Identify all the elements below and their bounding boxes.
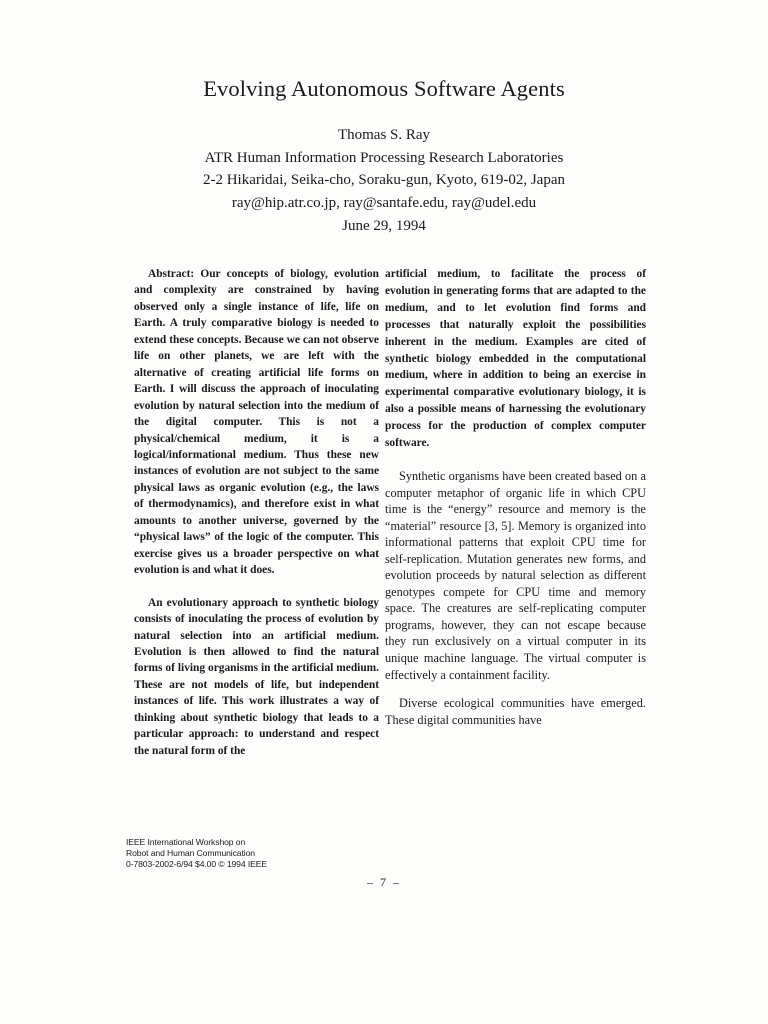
right-column xyxy=(385,266,646,740)
author-name: Thomas S. Ray xyxy=(337,127,431,143)
paper-date: June 29, 1994 xyxy=(342,218,426,234)
footnote-line: 0-7803-2002-6/94 $4.00 © 1994 IEEE xyxy=(126,859,268,869)
author-emails: ray@hip.atr.co.jp, ray@santafe.edu, ray@udel.edu xyxy=(231,194,537,211)
page-number: – 7 – xyxy=(367,875,401,889)
body-paragraph: Diverse ecological communities have emerged. These digital communities have xyxy=(385,696,646,727)
body-paragraph: An evolutionary approach to synthetic biology consists of inoculating the process of evolution by natural selection into an artificial medium. Evolution is then allowed to find the natural forms of living organisms in the artificial medium. These are not models of life, but independent instances of life. This work illustrates a way of thinking about synthetic biology that leads to a particular approach: to understand and respect the natural form of the xyxy=(134,596,379,757)
left-column xyxy=(134,266,379,775)
body-paragraph-continuation: artificial medium, to facilitate the process of evolution in generating forms that are adapted to the medium, and to let evolution find forms and processes that naturally exploit the possibilities inherent in the medium. Examples are cited of synthetic biology embedded in the computational medium, where in addition to being an exercise in experimental comparative evolutionary biology, it is also a possible means of harnessing the evolutionary process for the production of complex computer software. xyxy=(385,268,646,450)
copyright-footnote xyxy=(126,837,267,870)
author-address: 2-2 Hikaridai, Seika-cho, Soraku-gun, Kyoto, 619-02, Japan xyxy=(202,172,565,189)
author-block xyxy=(0,124,768,214)
body-paragraph: Synthetic organisms have been created based on a computer metaphor of organic life in which CPU time is the “energy” resource and memory is the “material” resource [3, 5]. Memory is organized into informational patterns that exploit CPU time for self-replication. Mutation generates new forms, and evolution proceeds by natural selection as different genotypes compete for CPU time and memory space. The creatures are self-replicating computer programs, however, they can not escape because they run exclusively on a virtual computer in its unique machine language. The virtual computer is effectively a containment facility. xyxy=(385,468,646,682)
abstract-paragraph: Abstract: Our concepts of biology, evolution and complexity are constrained by having observed only a single instance of life, life on Earth. A truly comparative biology is needed to extend these concepts. Because we can not observe life on other planets, we are left with the alternative of creating artificial life forms on Earth. I will discuss the approach of inoculating evolution by natural selection into the medium of the digital computer. This is not a physical/chemical medium, it is a logical/informational medium. Thus these new instances of evolution are not subject to the same physical laws as organic evolution (e.g., the laws of thermodynamics), and therefore exist in what amounts to another universe, governed by the “physical laws” of the logic of the computer. This exercise gives us a broader perspective on what evolution is and what it does. xyxy=(134,268,379,577)
author-affiliation: ATR Human Information Processing Research Laboratories xyxy=(204,149,564,166)
footnote-line: IEEE International Workshop on xyxy=(126,837,246,847)
paper-title: Evolving Autonomous Software Agents xyxy=(203,76,565,101)
footnote-line: Robot and Human Communication xyxy=(126,848,255,858)
